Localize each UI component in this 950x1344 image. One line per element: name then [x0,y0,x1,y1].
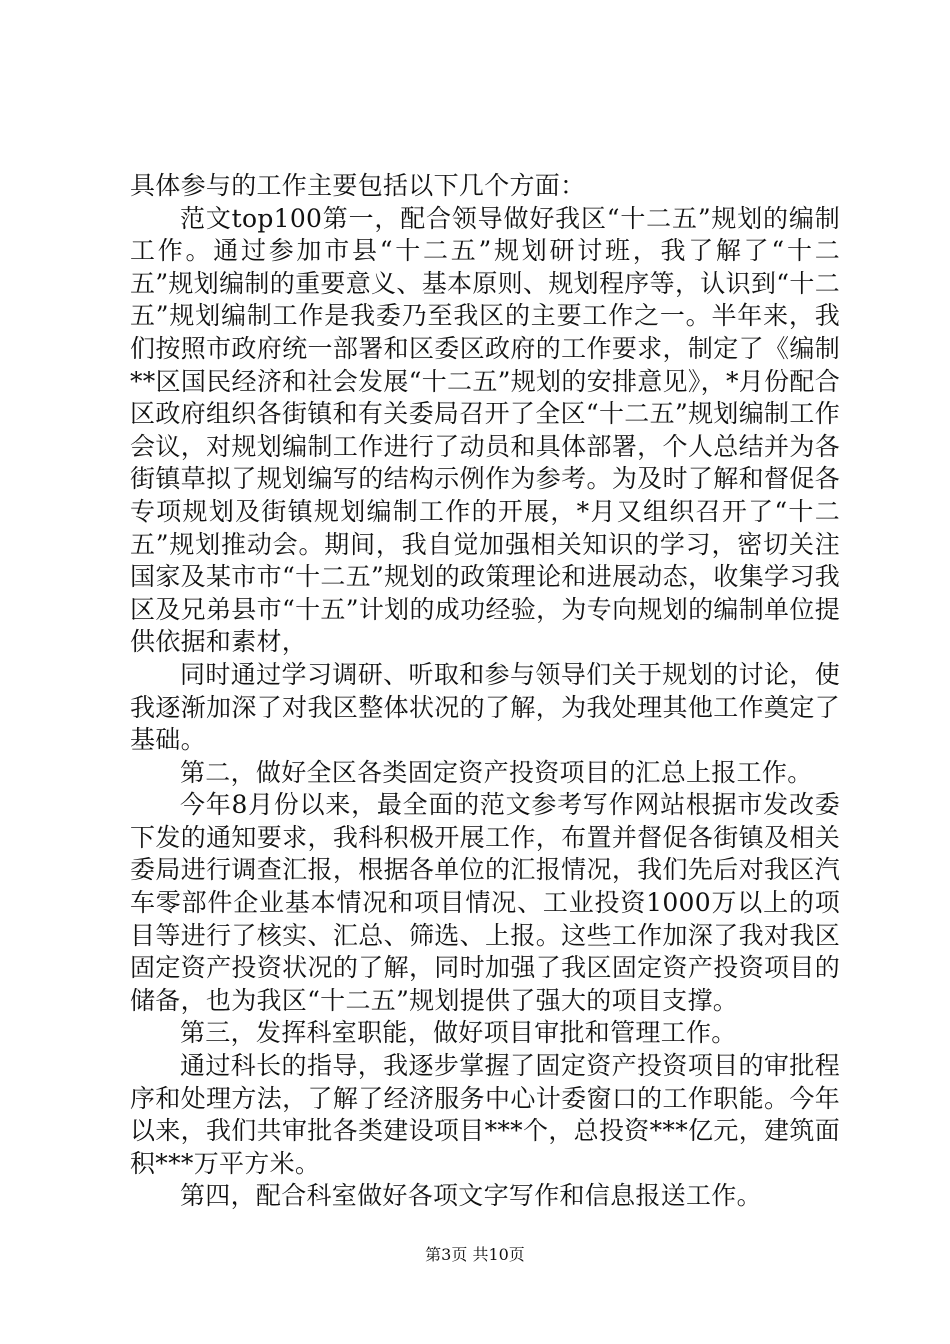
paragraph-item-three-heading: 第三，发挥科室职能，做好项目审批和管理工作。 [180,1018,737,1048]
paragraph-intro: 具体参与的工作主要包括以下几个方面： [130,171,586,200]
paragraph-item-one-continued: 同时通过学习调研、听取和参与领导们关于规划的讨论，使我逐渐加深了对我区整体状况的了解，为我处理其他工作奠定了基础。 [130,659,840,755]
document-body [130,170,840,1213]
paragraph-item-four-heading: 第四，配合科室做好各项文字写作和信息报送工作。 [180,1181,762,1211]
paragraph-item-three-body: 通过科长的指导，我逐步掌握了固定资产投资项目的审批程序和处理方法，了解了经济服务中心计委窗口的工作职能。今年以来，我们共审批各类建设项目***个，总投资***亿元，建筑面积***万平方米。 [130,1051,840,1178]
paragraph-item-one: 范文top100第一，配合领导做好我区“十二五”规划的编制工作。通过参加市县“十二五”规划研讨班，我了解了“十二五”规划编制的重要意义、基本原则、规划程序等，认识到“十二五”规划编制工作是我委乃至我区的主要工作之一。半年来，我们按照市政府统一部署和区委区政府的工作要求，制定了《编制**区国民经济和社会发展“十二五”规划的安排意见》，*月份配合区政府组织各街镇和有关委局召开了全区“十二五”规划编制工作会议，对规划编制工作进行了动员和具体部署，个人总结并为各街镇草拟了规划编写的结构示例作为参考。为及时了解和督促各专项规划及街镇规划编制工作的开展，*月又组织召开了“十二五”规划推动会。期间，我自觉加强相关知识的学习，密切关注国家及某市市“十二五”规划的政策理论和进展动态，收集学习我区及兄弟县市“十五”计划的成功经验，为专向规划的编制单位提供依据和素材， [130,203,840,657]
page-number-footer: 第3页 共10页 [425,1245,525,1264]
paragraph-item-two-body: 今年8月份以来，最全面的范文参考写作网站根据市发改委下发的通知要求，我科积极开展工作，布置并督促各街镇及相关委局进行调查汇报，根据各单位的汇报情况，我们先后对我区汽车零部件企业基本情况和项目情况、工业投资1000万以上的项目等进行了核实、汇总、筛选、上报。这些工作加深了我对我区固定资产投资状况的了解，同时加强了我区固定资产投资项目的储备，也为我区“十二五”规划提供了强大的项目支撑。 [130,790,840,1015]
paragraph-item-two-heading: 第二，做好全区各类固定资产投资项目的汇总上报工作。 [180,757,813,787]
